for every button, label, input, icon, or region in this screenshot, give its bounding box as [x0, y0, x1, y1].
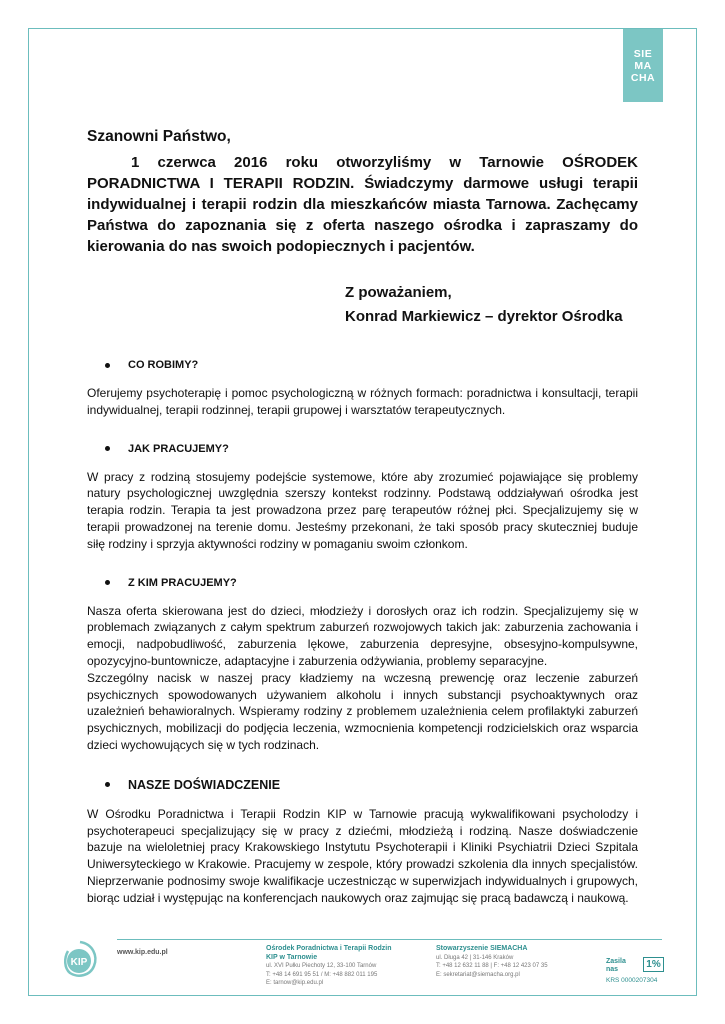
footer-divider	[117, 939, 662, 940]
signature: Konrad Markiewicz – dyrektor Ośrodka	[345, 308, 623, 325]
heading-text: Z KIM PRACUJEMY?	[128, 576, 237, 589]
center-title-2: KIP w Tarnowie	[266, 953, 318, 961]
greeting: Szanowni Państwo,	[87, 128, 231, 145]
center-phone: T: +48 14 691 95 51 / M: +48 882 011 195	[266, 971, 378, 978]
zasila-label	[606, 958, 626, 974]
bullet-icon	[105, 580, 110, 585]
center-address: ul. XVI Pułku Piechoty 12, 33-100 Tarnów	[266, 963, 377, 969]
kip-logo-icon	[60, 940, 100, 980]
intro-paragraph: 1 czerwca 2016 roku otworzyliśmy w Tarnowie OŚRODEK PORADNICTWA I TERAPII RODZIN. Świadczymy darmowe usługi terapii indywidualnej i terapii rodzin dla mieszkańców miasta Tarnowa. Zachęcamy Państwa do zapoznania się z oferta naszego ośrodka i zapraszamy do kierowania do nas swoich podopiecznych i pacjentów.	[87, 154, 638, 255]
section-heading-z-kim-pracujemy	[105, 577, 638, 589]
bullet-icon	[105, 363, 110, 368]
siemacha-logo	[623, 29, 663, 102]
assoc-phone: T: +48 12 632 11 88 | F: +48 12 423 07 35	[436, 963, 548, 969]
logo-line-2: MA	[634, 59, 652, 72]
logo-line-3: CHA	[630, 71, 656, 84]
letter-body	[87, 128, 638, 907]
assoc-title: Stowarzyszenie SIEMACHA	[436, 945, 528, 952]
assoc-address: ul. Długa 42 | 31-146 Kraków	[436, 954, 514, 961]
signature-block	[345, 281, 638, 329]
krs-number: KRS 0000207304	[606, 977, 658, 984]
heading-text: CO ROBIMY?	[128, 359, 199, 371]
zasila-text-2: nas	[606, 966, 619, 973]
section-text-z-kim-pracujemy: Nasza oferta skierowana jest do dzieci, młodzieży i dorosłych oraz ich rodzin. Specjalizujemy się w problemach związanych z całym spektrum zaburzeń rozwojowych takich jak: zaburzenia zachowania i emocji, nadpobudliwość, zaburzenia lękowe, zaburzenia depresyjne, obsesyjno-kompulsywne, opozycyjno-buntownicze, adaptacyjne i zaburzenia odżywiania, problemy separacyjne.	[87, 603, 638, 668]
bullet-icon	[105, 446, 110, 451]
section-heading-nasze-doswiadczenie	[105, 778, 638, 792]
section-text-z-kim-pracujemy-2: Szczególny nacisk w naszej pracy kładziemy na wczesną prewencję oraz leczenie zaburzeń psychicznych spowodowanych używaniem alkoholu i innych substancji psychoaktywnych oraz uzależnień behawioralnych. Wspieramy rodziny z problemem uzależnienia celem profilaktyki zaburzeń psychicznych, mobilizacji do podjęcia leczenia, wzmocnienia kompetencji rodzicielskich oraz wsparcia dzieci wychowujących się w tych rodzinach.	[87, 670, 638, 752]
zasila-text: Zasila	[606, 958, 626, 965]
heading-text: NASZE DOŚWIADCZENIE	[128, 777, 281, 792]
one-percent-badge: 1%	[643, 957, 664, 972]
logo-line-1: SIE	[633, 47, 653, 60]
section-text-nasze-doswiadczenie: W Ośrodku Poradnictwa i Terapii Rodzin KIP w Tarnowie pracują wykwalifikowani psycholodzy i psychoterapeuci specjalizujący się w pracy z dziećmi, młodzieżą i rodziną. Nasze doświadczenie bazuje na wieloletniej pracy Krakowskiego Instytutu Psychoterapii i Kliniki Psychiatrii Dzieci Szpitala Uniwersyteckiego w Krakowie. Pracujemy w zespole, który prowadzi szkolenia dla innych specjalistów. Nieprzerwanie podnosimy swoje kwalifikacje uczestnicząc w superwizjach indywidualnych i grupowych, biorąc udział i występując na konferencjach naukowych oraz zajmując się pracą badawczą i naukową.	[87, 806, 638, 905]
center-title-1: Ośrodek Poradnictwa i Terapii Rodzin	[266, 945, 392, 952]
section-heading-co-robimy	[105, 359, 638, 371]
assoc-email[interactable]: E: sekretariat@siemacha.org.pl	[436, 971, 520, 978]
bullet-icon	[105, 782, 110, 787]
kip-logo-text: KIP	[70, 957, 88, 968]
footer-assoc-info	[436, 945, 548, 979]
website-link[interactable]: www.kip.edu.pl	[117, 949, 168, 956]
section-text-jak-pracujemy: W pracy z rodziną stosujemy podejście systemowe, które aby zrozumieć pojawiające się problemy natury psychologicznej uwzględnia szerszy kontekst rodzinny. Podstawą oddziaływań ośrodka jest terapia rodzin. Terapia ta jest prowadzona przez parę terapeutów różnej płci. Specjalizujemy się w terapii prowadzonej na terenie domu. Jesteśmy przekonani, że taki sposób pracy skuteczniej buduje siłę rodziny i sprzyja aktywności rodziny w pomaganiu swoim członkom.	[87, 469, 638, 551]
section-text-co-robimy: Oferujemy psychoterapię i pomoc psychologiczną w różnych formach: poradnictwa i konsultacji, terapii indywidualnej, terapii rodzinnej, terapii grupowej i warsztatów terapeutycznych.	[87, 386, 638, 417]
center-email[interactable]: E: tarnow@kip.edu.pl	[266, 980, 324, 986]
footer-center-info	[266, 945, 392, 988]
closing: Z poważaniem,	[345, 284, 452, 301]
section-heading-jak-pracujemy	[105, 443, 638, 455]
heading-text: JAK PRACUJEMY?	[128, 442, 229, 455]
